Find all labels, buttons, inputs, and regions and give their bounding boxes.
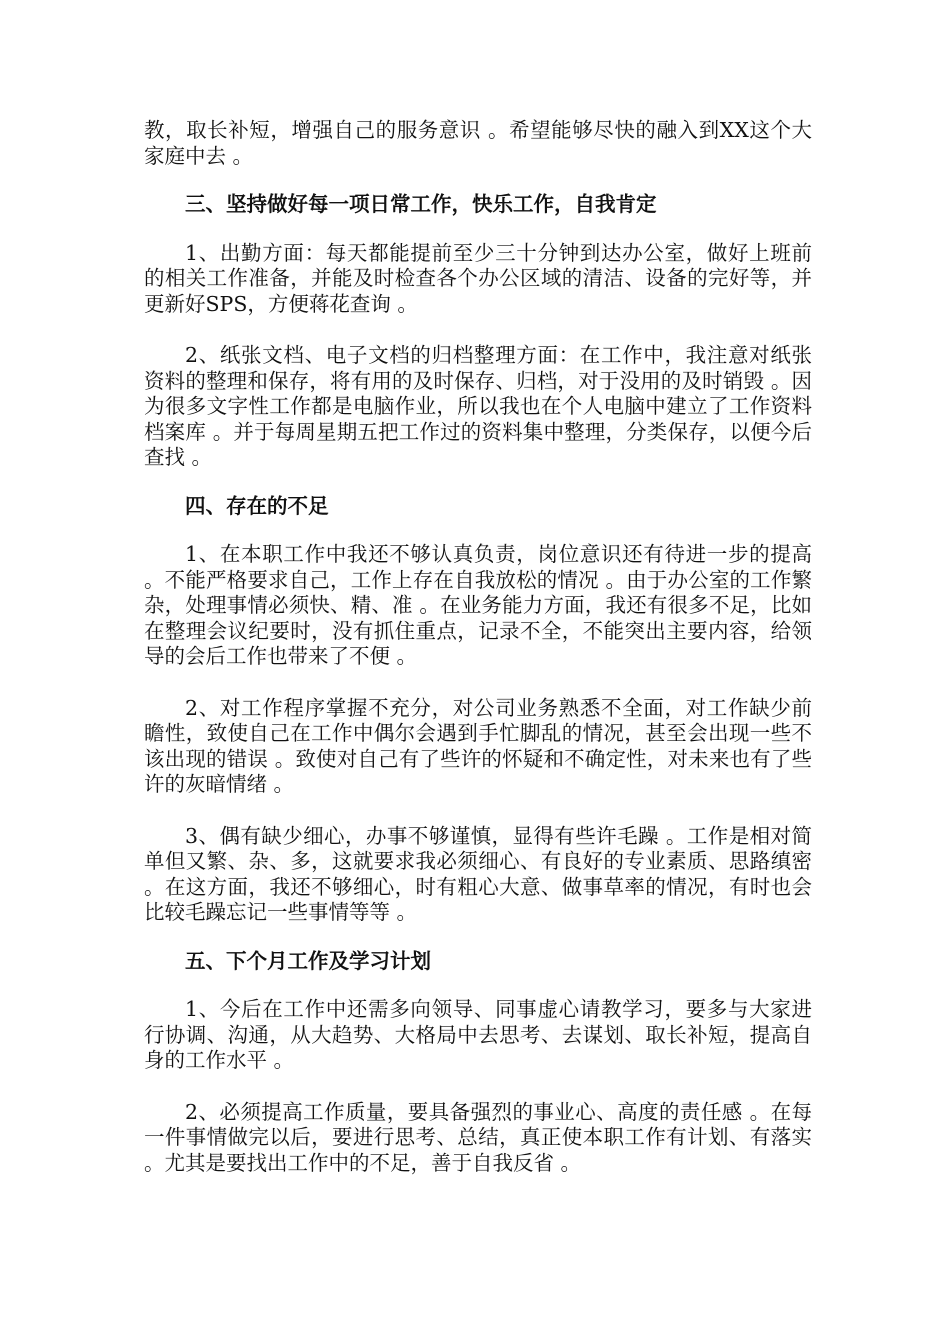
paragraph-plan-1: 1、今后在工作中还需多向领导、同事虚心请教学习，要多与大家进行协调、沟通，从大趋势、大格局中去思考、去谋划、取长补短，提高自身的工作水平 。 [144,997,812,1072]
paragraph-shortcoming-2: 2、对工作程序掌握不充分，对公司业务熟悉不全面，对工作缺少前瞻性，致使自己在工作中偶尔会遇到手忙脚乱的情况，甚至会出现一些不该出现的错误 。致使对自己有了些许的怀疑和不确定性，对未来也有了些许的灰暗情绪 。 [144,695,812,796]
paragraph-archiving: 2、纸张文档、电子文档的归档整理方面：在工作中，我注意对纸张资料的整理和保存，将有用的及时保存、归档，对于没用的及时销毁 。因为很多文字性工作都是电脑作业，所以我也在个人电脑中建立了工作资料档案库 。并于每周星期五把工作过的资料集中整理，分类保存，以便今后查找 。 [144,343,812,469]
section-heading-5: 五、下个月工作及学习计划 [185,948,431,973]
paragraph-intro-continuation: 教，取长补短，增强自己的服务意识 。希望能够尽快的融入到XX这个大家庭中去 。 [144,118,812,168]
document-page [144,118,812,1176]
paragraph-plan-2: 2、必须提高工作质量，要具备强烈的事业心、高度的责任感 。在每一件事情做完以后，要进行思考、总结，真正使本职工作有计划、有落实 。尤其是要找出工作中的不足，善于自我反省 。 [144,1099,812,1175]
section-heading-3: 三、坚持做好每一项日常工作，快乐工作，自我肯定 [185,192,657,216]
paragraph-shortcoming-3: 3、偶有缺少细心，办事不够谨慎，显得有些许毛躁 。工作是相对简单但又繁、杂、多，这就要求我必须细心、有良好的专业素质、思路缜密 。在这方面，我还不够细心，时有粗心大意、做事草率的情况，有时也会比较毛躁忘记一些事情等等 。 [144,823,812,924]
paragraph-shortcoming-1: 1、在本职工作中我还不够认真负责，岗位意识还有待进一步的提高 。不能严格要求自己，工作上存在自我放松的情况 。由于办公室的工作繁杂，处理事情必须快、精、准 。在业务能力方面，我还有很多不足，比如在整理会议纪要时，没有抓住重点，记录不全，不能突出主要内容，给领导的会后工作也带来了不便 。 [144,542,812,668]
paragraph-attendance: 1、出勤方面：每天都能提前至少三十分钟到达办公室，做好上班前的相关工作准备，并能及时检查各个办公区域的清洁、设备的完好等，并更新好SPS，方便蒋花查询 。 [144,240,812,316]
section-heading-4: 四、存在的不足 [185,493,329,518]
